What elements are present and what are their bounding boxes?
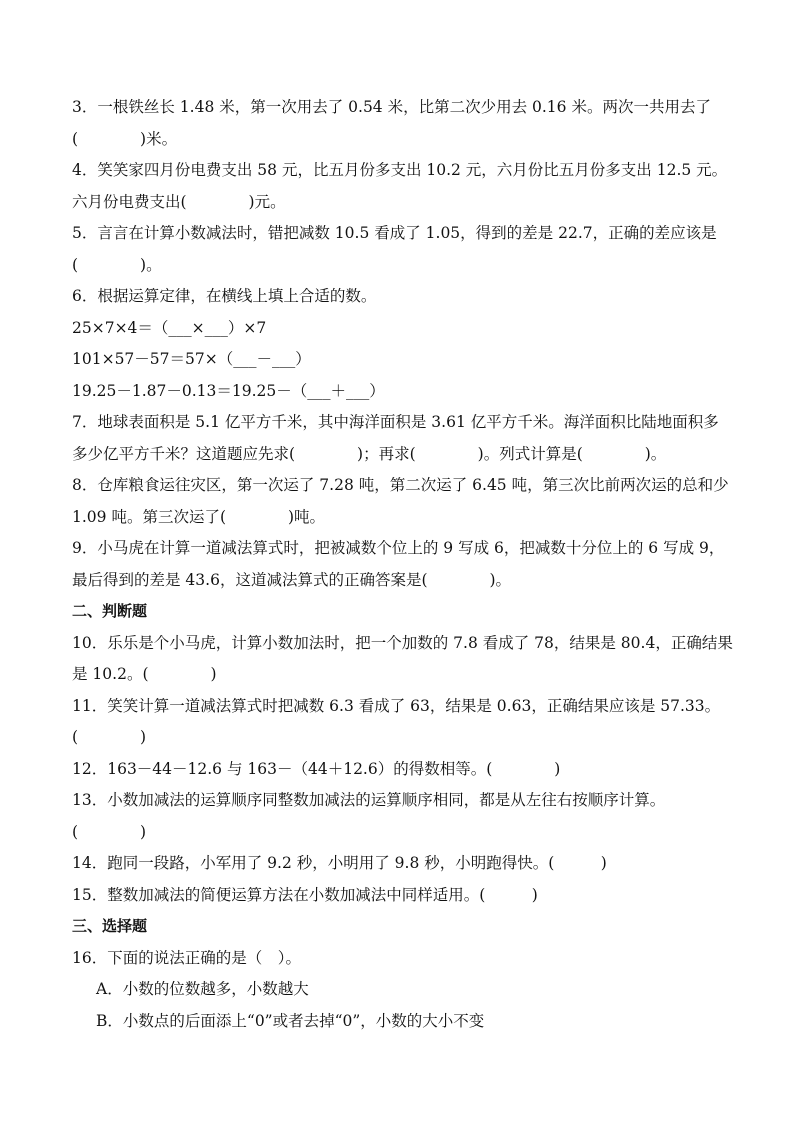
question-line: ( )米。 bbox=[72, 129, 178, 148]
question-line: 101×57－57＝57×（___－___） bbox=[72, 350, 311, 368]
question-line: 5．言言在计算小数减法时，错把减数 10.5 看成了 1.05，得到的差是 22.7，正确的差应该是 bbox=[72, 224, 717, 242]
question-line: 1.09 吨。第三次运了( )吨。 bbox=[72, 507, 326, 526]
question-line: 最后得到的差是 43.6，这道减法算式的正确答案是( )。 bbox=[72, 570, 512, 589]
question-line: 8．仓库粮食运往灾区，第一次运了 7.28 吨，第二次运了 6.45 吨，第三次比前两次运的总和少 bbox=[72, 476, 729, 494]
section-heading: 三、选择题 bbox=[72, 917, 148, 935]
question-line: 多少亿平方千米？这道题应先求( )；再求( )。列式计算是( )。 bbox=[72, 444, 667, 463]
question-line: 3．一根铁丝长 1.48 米，第一次用去了 0.54 米，比第二次少用去 0.16 米。两次一共用去了 bbox=[72, 98, 711, 116]
choice-option: B．小数点的后面添上“0”或者去掉“0”，小数的大小不变 bbox=[96, 1011, 485, 1030]
question-line: 19.25－1.87－0.13＝19.25－（___＋___） bbox=[72, 381, 385, 400]
question-line: ( ) bbox=[72, 728, 147, 746]
question-line: 是 10.2。( ) bbox=[72, 665, 217, 683]
question-line: 25×7×4＝（___×___）×7 bbox=[72, 318, 267, 337]
question-line: 12．163－44－12.6 与 163－（44＋12.6）的得数相等。( ) bbox=[72, 759, 561, 778]
worksheet-content bbox=[72, 92, 734, 1037]
question-line: 16．下面的说法正确的是（ ）。 bbox=[72, 948, 301, 967]
question-line: 4．笑笑家四月份电费支出 58 元，比五月份多支出 10.2 元，六月份比五月份多支出 12.5 元。 bbox=[72, 161, 728, 179]
question-line: 7．地球表面积是 5.1 亿平方千米，其中海洋面积是 3.61 亿平方千米。海洋面积比陆地面积多 bbox=[72, 413, 719, 431]
question-line: 11．笑笑计算一道减法算式时把减数 6.3 看成了 63，结果是 0.63，正确结果应该是 57.33。 bbox=[72, 696, 721, 715]
section-heading: 二、判断题 bbox=[72, 602, 148, 620]
question-line: 9．小马虎在计算一道减法算式时，把被减数个位上的 9 写成 6，把减数十分位上的 6 写成 9， bbox=[72, 539, 725, 557]
question-line: 13．小数加减法的运算顺序同整数加减法的运算顺序相同，都是从左往右按顺序计算。 bbox=[72, 791, 666, 809]
question-line: 6．根据运算定律，在横线上填上合适的数。 bbox=[72, 287, 377, 305]
choice-option: A．小数的位数越多，小数越大 bbox=[96, 980, 309, 998]
question-line: 14．跑同一段路，小军用了 9.2 秒，小明用了 9.8 秒，小明跑得快。( ) bbox=[72, 854, 607, 872]
question-line: 10．乐乐是个小马虎，计算小数加法时，把一个加数的 7.8 看成了 78，结果是 80.4，正确结果 bbox=[72, 633, 733, 652]
question-line: 15．整数加减法的简便运算方法在小数加减法中同样适用。( ) bbox=[72, 885, 538, 904]
question-line: ( ) bbox=[72, 822, 147, 841]
question-line: 六月份电费支出( )元。 bbox=[72, 192, 286, 211]
question-line: ( )。 bbox=[72, 255, 162, 274]
